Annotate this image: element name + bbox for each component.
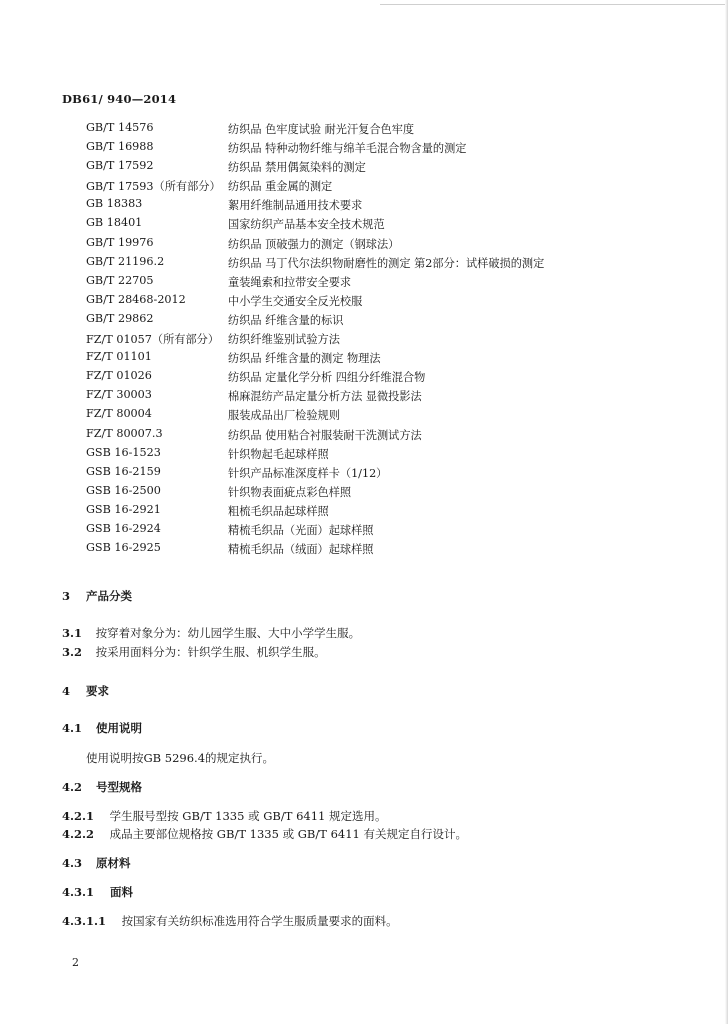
- reference-title: 纺织品 使用粘合衬服装耐干洗测试方法: [228, 428, 422, 442]
- clause-3-2: 3.2 按采用面料分为：针织学生服、机织学生服。: [62, 645, 326, 659]
- clause-4-1-text: 使用说明按GB 5296.4的规定执行。: [86, 751, 275, 765]
- reference-code: GB/T 22705: [86, 273, 154, 287]
- reference-code: GB 18401: [86, 216, 143, 230]
- reference-code: GSB 16-1523: [86, 445, 161, 459]
- reference-code: GB/T 17592: [86, 159, 154, 173]
- reference-title: 粗梳毛织品起球样照: [228, 504, 329, 518]
- reference-row: [86, 388, 646, 407]
- reference-title: 国家纺织产品基本安全技术规范: [228, 218, 385, 232]
- reference-title: 絮用纤维制品通用技术要求: [228, 199, 363, 213]
- reference-title: 纺织品 重金属的测定: [228, 180, 333, 194]
- reference-row: [86, 446, 646, 465]
- reference-row: [86, 484, 646, 503]
- reference-row: [86, 216, 646, 235]
- reference-row: [86, 541, 646, 560]
- page-number: 2: [72, 956, 79, 969]
- document-header: DB61/ 940—2014: [62, 92, 177, 106]
- reference-title: 针织物表面疵点彩色样照: [228, 485, 352, 499]
- normative-references-list: [86, 121, 646, 560]
- reference-row: [86, 427, 646, 446]
- reference-title: 中小学生交通安全反光校服: [228, 294, 363, 308]
- section-4-heading: 4 要求: [62, 684, 110, 698]
- reference-title: 纺织纤维鉴别试验方法: [228, 333, 340, 347]
- reference-row: [86, 274, 646, 293]
- reference-code: GSB 16-2925: [86, 541, 161, 555]
- reference-row: [86, 159, 646, 178]
- reference-row: [86, 331, 646, 350]
- reference-row: [86, 312, 646, 331]
- reference-row: [86, 369, 646, 388]
- clause-4-2-2: 4.2.2 成品主要部位规格按 GB/T 1335 或 GB/T 6411 有关规定自行设计。: [62, 827, 467, 841]
- reference-title: 纺织品 色牢度试验 耐光汗复合色牢度: [228, 123, 415, 136]
- reference-title: 纺织品 马丁代尔法织物耐磨性的测定 第2部分：试样破损的测定: [228, 256, 545, 270]
- reference-code: FZ/T 80007.3: [86, 426, 163, 440]
- top-scan-rule: [380, 4, 728, 5]
- reference-code: GB/T 16988: [86, 140, 154, 154]
- reference-title: 针织物起毛起球样照: [228, 447, 329, 461]
- reference-code: FZ/T 01101: [86, 350, 152, 364]
- clause-4-1-heading: 4.1 使用说明: [62, 721, 143, 735]
- reference-title: 精梳毛织品（光面）起球样照: [228, 523, 374, 537]
- reference-row: [86, 465, 646, 484]
- reference-code: GB/T 19976: [86, 235, 154, 249]
- reference-title: 童装绳索和拉带安全要求: [228, 275, 352, 289]
- reference-row: [86, 236, 646, 255]
- reference-row: [86, 522, 646, 541]
- reference-code: FZ/T 80004: [86, 407, 152, 421]
- clause-4-3-1-heading: 4.3.1 面料: [62, 885, 134, 899]
- reference-row: [86, 255, 646, 274]
- reference-title: 纺织品 特种动物纤维与绵羊毛混合物含量的测定: [228, 142, 467, 156]
- reference-row: [86, 140, 646, 159]
- reference-title: 精梳毛织品（绒面）起球样照: [228, 543, 374, 557]
- reference-row: [86, 121, 646, 140]
- reference-code: GSB 16-2500: [86, 483, 161, 497]
- reference-code: GB/T 17593（所有部分）: [86, 180, 221, 194]
- clause-4-3-1-1: 4.3.1.1 按国家有关纺织标准选用符合学生服质量要求的面料。: [62, 914, 398, 928]
- clause-4-3-heading: 4.3 原材料: [62, 856, 131, 870]
- reference-code: FZ/T 01057（所有部分）: [86, 333, 220, 347]
- reference-row: [86, 407, 646, 426]
- section-3-heading: 3 产品分类: [62, 589, 133, 603]
- reference-title: 纺织品 禁用偶氮染料的测定: [228, 161, 366, 175]
- clause-3-1: 3.1 按穿着对象分为：幼儿园学生服、大中小学学生服。: [62, 626, 361, 640]
- reference-code: GB/T 21196.2: [86, 254, 165, 268]
- reference-code: FZ/T 30003: [86, 388, 152, 402]
- reference-title: 纺织品 定量化学分析 四组分纤维混合物: [228, 371, 426, 385]
- reference-code: GSB 16-2921: [86, 502, 161, 516]
- reference-row: [86, 178, 646, 197]
- reference-code: FZ/T 01026: [86, 369, 152, 383]
- reference-code: GB/T 28468-2012: [86, 292, 186, 306]
- reference-title: 纺织品 顶破强力的测定（钢球法）: [228, 237, 400, 251]
- reference-row: [86, 197, 646, 216]
- reference-title: 纺织品 纤维含量的测定 物理法: [228, 352, 381, 366]
- reference-row: [86, 503, 646, 522]
- reference-code: GSB 16-2924: [86, 521, 161, 535]
- reference-title: 棉麻混纺产品定量分析方法 显微投影法: [228, 390, 422, 404]
- reference-code: GSB 16-2159: [86, 464, 161, 478]
- clause-4-2-heading: 4.2 号型规格: [62, 780, 143, 794]
- reference-code: GB/T 14576: [86, 121, 154, 134]
- reference-title: 服装成品出厂检验规则: [228, 409, 340, 423]
- reference-row: [86, 293, 646, 312]
- reference-code: GB 18383: [86, 197, 143, 211]
- reference-title: 纺织品 纤维含量的标识: [228, 313, 344, 327]
- reference-title: 针织产品标准深度样卡（1/12）: [228, 466, 388, 480]
- clause-4-2-1: 4.2.1 学生服号型按 GB/T 1335 或 GB/T 6411 规定选用。: [62, 809, 387, 823]
- reference-row: [86, 350, 646, 369]
- reference-code: GB/T 29862: [86, 311, 154, 325]
